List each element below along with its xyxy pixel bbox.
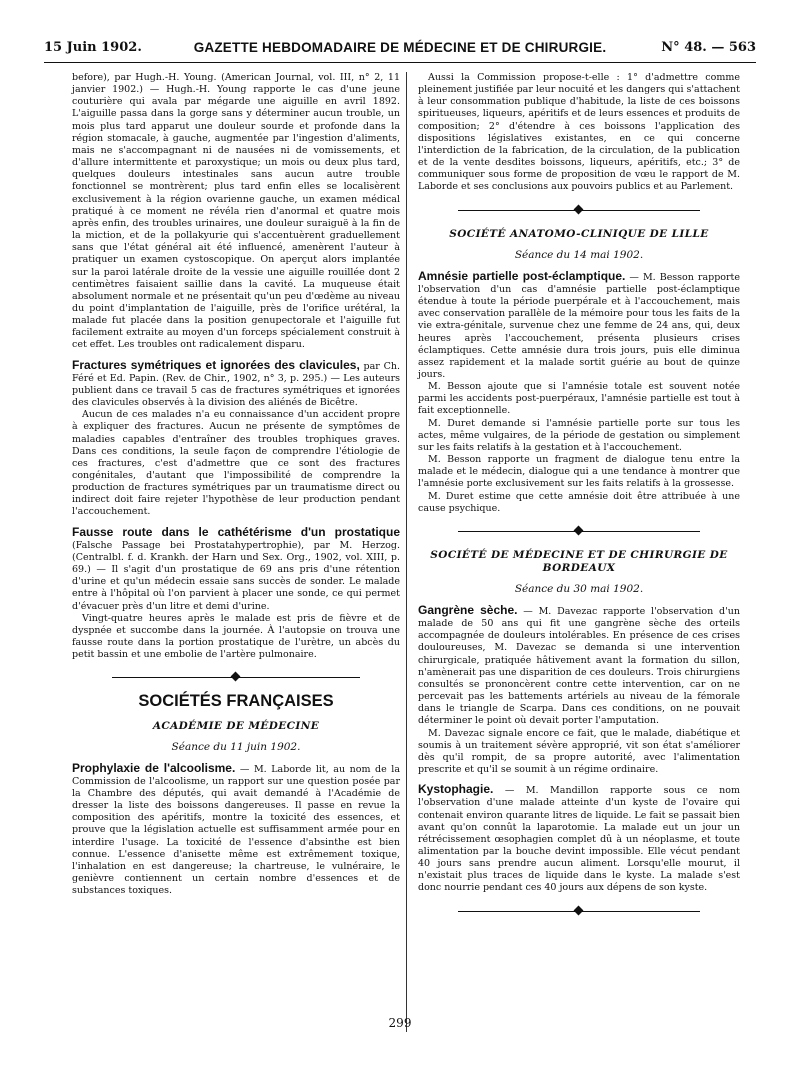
article-body: par Ch. Féré et Ed. Papin. (Rev. de Chir., 1902, n° 3, p. 295.) — Les auteurs publient dans ce travail 5 cas de fractures symétriques et ignorées des clavicules observés à la division des aliénés de Bicêtre. [72, 360, 400, 409]
issue-number: N° 48. — 563 [661, 40, 756, 55]
section-divider [418, 905, 740, 919]
session-date: Séance du 30 mai 1902. [514, 582, 644, 595]
left-column [72, 72, 400, 897]
diamond-ornament-icon [574, 525, 584, 535]
diamond-ornament-icon [574, 905, 584, 915]
session-date: Séance du 11 juin 1902. [171, 740, 301, 753]
article-gangrene [418, 604, 740, 776]
right-column [418, 72, 740, 929]
article-body: — M. Mandillon rapporte sous ce nom l'observation d'une malade atteinte d'un kyste de l'ovaire qui contenait environ quarante litres de liquide. Le fait se passait bien avant qu'on connût la laparotomie. La malade eut un jour un rétrécissement œsophagien complet dû à un néoplasme, et toute alimentation par la bouche devint impossible. Elle vécut pendant 40 jours sans prendre aucun aliment. Lorsqu'elle mourut, il n'existait plus traces de liquide dans le kyste. La malade s'est donc nourrie pendant ces 40 jours aux dépens de son kyste. [418, 785, 740, 894]
article-body: — M. Besson rapporte l'observation d'un cas d'amnésie partielle post-éclamptique étendue à toute la période puerpérale et à l'accouchement, mais avec conservation parallèle de la mémoire pour tous les faits de la vie extra-génitale, survenue chez une femme de 24 ans, qui, deux heures après l'accouchement, présenta plusieurs crises éclamptiques. Cette amnésie dura trois jours, puis elle diminua assez rapidement et la malade sortit guérie au bout de quinze jours. [418, 271, 740, 380]
society-title: SOCIÉTÉ DE MÉDECINE ET DE CHIRURGIE DE BORDEAUX [430, 548, 728, 574]
article-title: Gangrène sèche. [418, 603, 518, 617]
column-rule [406, 72, 407, 1032]
article-paragraph: M. Davezac signale encore ce fait, que le malade, diabétique et soumis à un traitement sévère approprié, vit son état s'améliorer dès qu'il rompit, de sa propre autorité, avec l'alimentation prescrite et qu'il se soumit à un régime ordinaire. [418, 727, 740, 776]
page-number: 299 [388, 1016, 412, 1030]
article-title: Prophylaxie de l'alcoolisme. [72, 760, 236, 775]
running-header [44, 38, 756, 63]
article-prophylaxie [72, 762, 400, 898]
section-divider [72, 671, 400, 685]
session-date: Séance du 14 mai 1902. [514, 248, 644, 261]
society-title: SOCIÉTÉ ANATOMO-CLINIQUE DE LILLE [449, 227, 709, 240]
diamond-ornament-icon [231, 672, 241, 682]
article-title: Kystophagie. [418, 782, 494, 797]
article-paragraph: M. Besson rapporte un fragment de dialogue tenu entre la malade et le médecin, dialogue qui a une tendance à montrer que l'amnésie porte exclusivement sur les faits relatifs à la grossesse. [418, 454, 740, 490]
commission-paragraph: Aussi la Commission propose-t-elle : 1° d'admettre comme pleinement justifiée par leur nocuité et les dangers qui s'attachent à leur consommation publique d'habitude, la liste de ces boissons spiritueuses, liqueurs, apéritifs et de leurs essences et produits de composition; 2° d'étendre à ces boissons l'application des dispositions législatives existantes, en ce qui concerne l'interdiction de la fabrication, de la circulation, de la publication et de la vente desdites boissons, liqueurs, apéritifs, etc.; 3° de communiquer sous forme de proposition de vœu le rapport de M. Laborde et ses conclusions aux pouvoirs publics et au Parlement. [418, 72, 740, 193]
article-body: — M. Davezac rapporte l'observation d'un malade de 50 ans qui fit une gangrène sèche des orteils accompagnée de douleurs intolérables. En présence de ces crises douloureuses, M. Davezac se demanda si une intervention chirurgicale, pratiquée hâtivement avant la formation du sillon, n'amènerait pas une disparition de ces douleurs. Trois chirurgiens consultés se prononcèrent contre cette intervention, car on ne percevait pas les battements artériels au niveau de la fémorale dans le triangle de Scarpa. Dans ces conditions, on ne pouvait déterminer le point où devait porter l'amputation. [418, 606, 740, 727]
article-body: — M. Laborde lit, au nom de la Commission de l'alcoolisme, un rapport sur une question posée par la Chambre des députés, qui avait demandé à l'Académie de dresser la liste des boissons dangereuses. Il passe en revue la composition des apéritifs, montre la toxicité des essences, et prouve que la législation actuelle est suffisamment armée pour en interdire l'usage. La toxicité de l'essence d'absinthe est bien connue. L'essence d'anisette même est extrêmement toxique, l'inhalation en est dangereuse; la chartreuse, le vulnéraire, le genièvre contiennent un certain nombre d'essences et de substances toxiques. [72, 763, 400, 897]
article-fausse-route [72, 526, 400, 662]
article-body: (Falsche Passage bei Prostatahypertrophie), par M. Herzog. (Centralbl. f. d. Krankh. der Harn und Sex. Org., 1902, vol. XIII, p. 69.) — Il s'agit d'un prostatique de 69 ans pris d'une rétention d'urine et qu'un médecin essaie sans succès de sonder. Le malade entre à l'hôpital où l'on parvient à placer une sonde, ce qui permet d'évacuer près d'un litre et demi d'urine. [72, 539, 400, 612]
header-date: 15 Juin 1902. [44, 40, 142, 55]
section-divider [418, 525, 740, 539]
section-heading: SOCIÉTÉS FRANÇAISES [138, 692, 334, 711]
article-kystophagie [418, 783, 740, 894]
article-title: Amnésie partielle post-éclamptique. [418, 268, 626, 283]
journal-title: GAZETTE HEBDOMADAIRE DE MÉDECINE ET DE CHIRURGIE. [193, 40, 607, 55]
diamond-ornament-icon [574, 204, 584, 214]
article-fractures-clavicules [72, 359, 400, 519]
continued-paragraph: before), par Hugh.-H. Young. (American Journal, vol. III, n° 2, 11 janvier 1902.) — Hugh.-H. Young rapporte le cas d'une jeune couturière qui avala par mégarde une aiguille en avril 1892. L'aiguille passa dans la gorge sans y déterminer aucun trouble, un mois plus tard apparut une douleur sourde et profonde dans la région stomacale, à gauche, augmentée par l'ingestion d'aliments, mais ne s'accompagnant ni de nausées ni de vomissements, et d'allure intermittente et paroxystique; un mois ou deux plus tard, quelques douleurs intestinales sans aucun autre trouble fonctionnel se montrèrent; plus tard enfin elles se localisèrent exclusivement à la région ovarienne gauche, un examen médical pratiqué à ce moment ne révéla rien d'anormal et quatre mois après enfin, des troubles urinaires, une douleur suraiguë à la fin de la miction, et de la pollakyurie qui s'accentuèrent graduellement sans que l'état général ait été influencé, amenèrent l'auteur à pratiquer un examen cystoscopique. On aperçut alors implantée sur la paroi latérale droite de la vessie une aiguille rouillée dont 2 centimètres faisaient saillie dans la cavité. La muqueuse était absolument normale et ne présentait qu'un peu d'œdème au niveau du point d'implantation de l'aiguille, près de l'orifice urétéral, la malade fut placée dans la position genupectorale et l'aiguille fut facilement extraite au moyen d'un forceps spécialement construit à cet effet. Les troubles ont radicalement disparu. [72, 72, 400, 351]
article-paragraph: M. Duret estime que cette amnésie doit être attribuée à une cause psychique. [418, 490, 740, 514]
article-paragraph: M. Duret demande si l'amnésie partielle porte sur tous les actes, même vulgaires, de la période de gestation ou simplement sur les faits relatifs à la gestation et à l'accouchement. [418, 417, 740, 453]
article-title: Fractures symétriques et ignorées des clavicules, [72, 357, 360, 372]
article-paragraph: Aucun de ces malades n'a eu connaissance d'un accident propre à expliquer des fractures. Aucun ne présente de symptômes de maladies capables d'entraîner des troubles trophiques graves. Dans ces conditions, la seule façon de comprendre l'étiologie de ces fractures, c'est d'admettre que ce sont des fractures congénitales, d'autant que l'impossibilité de comprendre la production de fractures symétriques par un traumatisme direct ou indirect doit faire rejeter l'hypothèse de leur production pendant l'accouchement. [72, 409, 400, 518]
article-paragraph: M. Besson ajoute que si l'amnésie totale est souvent notée parmi les accidents post-puerpéraux, l'amnésie partielle est tout à fait exceptionnelle. [418, 381, 740, 417]
article-paragraph: Vingt-quatre heures après le malade est pris de fièvre et de dyspnée et succombe dans la journée. À l'autopsie on trouva une fausse route dans la portion prostatique de l'urètre, un abcès du petit bassin et une embolie de l'artère pulmonaire. [72, 612, 400, 661]
society-title: ACADÉMIE DE MÉDECINE [152, 719, 320, 732]
section-divider [418, 204, 740, 218]
article-title: Fausse route dans le cathétérisme d'un prostatique [72, 524, 400, 539]
article-amnesie [418, 270, 740, 515]
